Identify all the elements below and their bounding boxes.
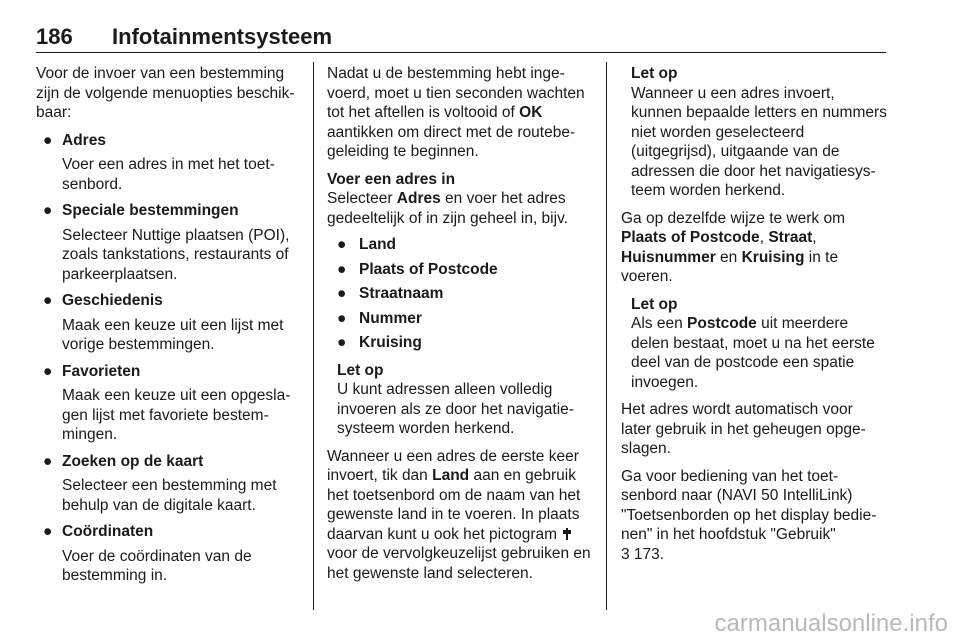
bullet-icon: ● <box>43 362 53 380</box>
note-heading: Let op <box>337 361 384 379</box>
option-desc: Selecteer een bestemming met behulp van de digitale kaart. <box>62 477 277 514</box>
street-term: Straat <box>768 229 813 246</box>
column-1 <box>36 64 300 593</box>
bullet-icon: ● <box>337 285 347 302</box>
paragraph-same-way <box>621 209 887 287</box>
address-term: Adres <box>396 190 441 207</box>
menu-option <box>36 452 300 516</box>
bullet-icon: ● <box>337 309 347 327</box>
text: in te voeren. <box>621 248 839 285</box>
ok-term: OK <box>519 104 543 121</box>
option-term: Favorieten <box>62 362 141 380</box>
bullet-icon: ● <box>337 260 347 278</box>
note-box <box>621 64 887 201</box>
paragraph-countdown <box>327 64 591 162</box>
note-body: Wanneer u een adres invoert, kunnen bepaalde letters en nummers niet worden geselecteerd (uitgegrijsd), uitgaande van de adressen die door het navigatiesysteem worden herkend. <box>631 84 887 199</box>
text: Ga op dezelfde wijze te werk om <box>621 209 845 227</box>
address-field-item <box>327 260 591 280</box>
field-term: Straatnaam <box>359 285 444 302</box>
option-term: Coördinaten <box>62 523 154 540</box>
text: , <box>759 229 769 246</box>
text: voor de vervolgkeuzelijst gebruiken en het gewenste land selecteren. <box>327 545 591 582</box>
section-enter-address <box>327 170 591 229</box>
menu-option <box>36 201 300 284</box>
text: en voer het adres gedeeltelijk of in zijn geheel in, bijv. <box>327 190 568 227</box>
address-field-item <box>327 333 591 353</box>
bullet-icon: ● <box>337 334 347 351</box>
text: Als een <box>631 315 688 332</box>
column-3 <box>621 64 887 572</box>
column-divider-2 <box>606 62 607 610</box>
page-reference[interactable]: 3 173. <box>621 545 665 563</box>
text: Selecteer <box>327 190 397 207</box>
text: Nadat u de bestemming hebt ingevoerd, moet u tien seconden wachten tot het aftellen is voltooid of <box>327 65 585 121</box>
bullet-icon: ● <box>43 523 53 540</box>
housenumber-term: Huisnummer <box>621 248 716 266</box>
column-divider-1 <box>313 62 314 610</box>
text: uit meerdere delen bestaat, moet u na het eerste deel van de postcode een spatie invoegen. <box>631 315 875 391</box>
option-term: Speciale bestemmingen <box>62 202 239 219</box>
postcode-term: Plaats of Postcode <box>621 229 760 246</box>
column-2 <box>327 64 591 591</box>
note-heading: Let op <box>631 295 678 313</box>
menu-option <box>36 291 300 355</box>
address-field-item <box>327 235 591 255</box>
menu-option <box>36 362 300 445</box>
note-heading: Let op <box>631 65 678 82</box>
paragraph-autosave: Het adres wordt automatisch voor later gebruik in het geheugen opgeslagen. <box>621 401 866 457</box>
paragraph-keyboard <box>621 467 887 565</box>
text: en <box>715 248 742 266</box>
paragraph-first-time <box>327 447 591 584</box>
crossing-term: Kruising <box>741 248 805 266</box>
field-term: Kruising <box>359 334 422 351</box>
option-desc: Maak een keuze uit een lijst met vorige bestemmingen. <box>62 316 284 353</box>
address-field-item <box>327 284 591 304</box>
intro-paragraph: Voor de invoer van een bestemming zijn de volgende menuopties beschikbaar: <box>36 65 295 121</box>
bullet-icon: ● <box>43 131 53 149</box>
note-body: U kunt adressen alleen volledig invoeren als ze door het navigatiesysteem worden herkend. <box>337 381 574 437</box>
watermark: carmanualsonline.info <box>714 610 948 637</box>
field-term: Land <box>359 236 397 253</box>
option-desc: Maak een keuze uit een opgeslagen lijst met favoriete bestemmingen. <box>62 387 291 443</box>
section-heading: Voer een adres in <box>327 170 456 188</box>
text: Wanneer u een adres de eerste keer invoert, tik dan <box>327 447 579 484</box>
page-title: Infotainmentsysteem <box>112 24 333 49</box>
header-divider <box>36 52 886 53</box>
text: aan en gebruik het toetsenbord om de naam van het gewenste land in te voeren. In plaats daarvan kunt u ook het pictogram <box>327 467 581 543</box>
text: Ga voor bediening van het toetsenbord naar (NAVI 50 IntelliLink) "Toetsenborden op het display bedienen" in het hoofdstuk "Gebruik" <box>621 467 877 543</box>
option-desc: Selecteer Nuttige plaatsen (POI), zoals tankstations, restaurants of parkeerplaatsen. <box>62 226 290 283</box>
option-term: Geschiedenis <box>62 292 163 309</box>
page-header <box>36 24 886 52</box>
address-field-item <box>327 309 591 329</box>
land-term: Land <box>432 467 470 484</box>
field-term: Nummer <box>359 309 422 327</box>
note-box <box>327 361 591 439</box>
option-desc: Voer een adres in met het toetsenbord. <box>62 156 275 193</box>
bullet-icon: ● <box>337 236 347 253</box>
dropdown-list-icon <box>563 528 571 540</box>
menu-option <box>36 522 300 586</box>
option-desc: Voer de coördinaten van de bestemming in. <box>62 547 252 584</box>
note-box <box>621 295 887 393</box>
bullet-icon: ● <box>43 292 53 309</box>
page-number: 186 <box>36 24 73 49</box>
bullet-icon: ● <box>43 202 53 219</box>
field-term: Plaats of Postcode <box>359 260 498 278</box>
option-term: Zoeken op de kaart <box>62 452 204 470</box>
postcode-term: Postcode <box>687 315 757 332</box>
text: , <box>812 229 817 246</box>
option-term: Adres <box>62 131 106 149</box>
text: aantikken om direct met de routebegeleiding te beginnen. <box>327 123 576 160</box>
bullet-icon: ● <box>43 452 53 470</box>
menu-option <box>36 131 300 195</box>
